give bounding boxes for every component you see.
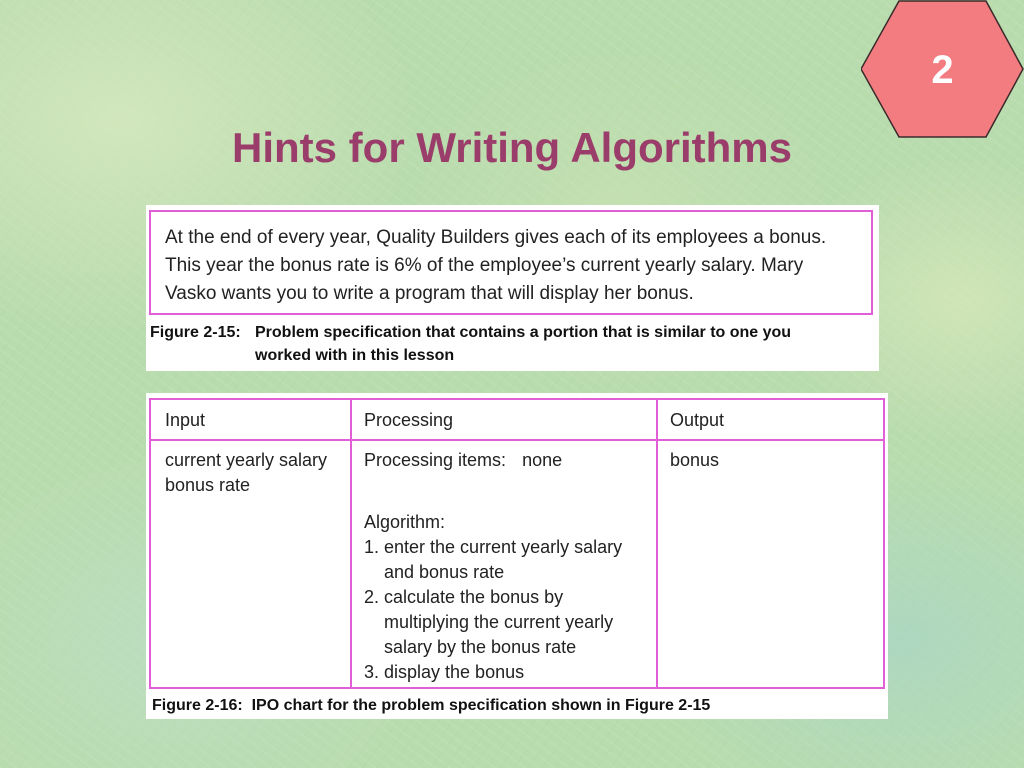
processing-items-row [364, 448, 654, 473]
algorithm-label: Algorithm: [364, 512, 446, 532]
algorithm-steps [364, 535, 654, 685]
problem-specification-box [149, 210, 873, 315]
column-divider [350, 400, 352, 687]
spec-line: At the end of every year, Quality Builders gives each of its employees a bonus. [165, 227, 827, 248]
caption-text-continued: worked with in this lesson [255, 347, 455, 364]
header-processing: Processing [364, 410, 454, 430]
header-input: Input [165, 410, 206, 430]
ipo-chart-table [149, 398, 885, 689]
algorithm-step: 2. calculate the bonus by multiplying the current yearly salary by the bonus rate [364, 587, 614, 657]
figure-2-16 [146, 393, 888, 719]
algorithm-step: 3. display the bonus [364, 662, 525, 682]
input-cell [165, 448, 345, 498]
output-cell [670, 448, 870, 473]
figure-2-16-caption [152, 694, 710, 717]
figure-2-15 [146, 205, 879, 371]
slide-title: Hints for Writing Algorithms [232, 124, 792, 171]
column-divider [656, 400, 658, 687]
caption-text: Problem specification that contains a portion that is similar to one you [255, 324, 792, 341]
slide-number-badge [861, 0, 1024, 138]
caption-label: Figure 2-16: [152, 697, 243, 714]
output-item: bonus [670, 450, 720, 470]
header-divider [151, 439, 883, 441]
caption-text: IPO chart for the problem specification shown in Figure 2-15 [251, 697, 711, 714]
input-item: current yearly salary [165, 450, 328, 470]
caption-label: Figure 2-15: [150, 324, 241, 341]
algorithm-step: 1. enter the current yearly salary and bonus rate [364, 537, 623, 582]
spec-line: This year the bonus rate is 6% of the employee’s current yearly salary. Mary [165, 255, 804, 276]
header-output: Output [670, 410, 725, 430]
slide-number: 2 [931, 48, 954, 92]
processing-cell [364, 448, 654, 685]
processing-items-value: none [522, 450, 563, 470]
processing-items-label: Processing items: [364, 450, 507, 470]
figure-2-15-caption [150, 321, 791, 367]
spec-line: Vasko wants you to write a program that will display her bonus. [165, 283, 694, 304]
input-item: bonus rate [165, 475, 251, 495]
